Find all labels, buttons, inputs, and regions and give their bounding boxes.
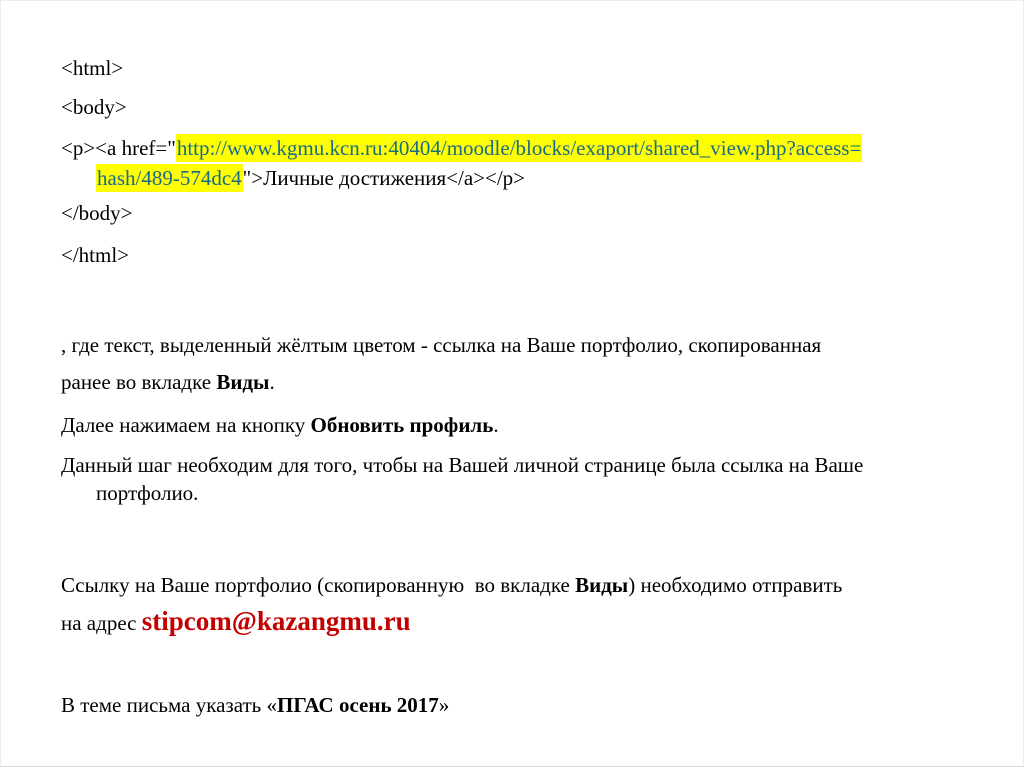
tab-name-vidy: Виды xyxy=(216,370,270,394)
body-text: портфолио. xyxy=(96,481,199,505)
code-line-body-close xyxy=(61,200,133,227)
para-subject xyxy=(61,692,449,719)
tab-name-vidy: Виды xyxy=(575,573,629,597)
code-text: <body> xyxy=(61,95,127,119)
portfolio-url-part1: http://www.kgmu.kcn.ru:40404/moodle/blocks/exaport/shared_view.php?access= xyxy=(176,136,862,160)
code-text: ">Личные достижения</a></p> xyxy=(242,166,526,190)
para-where-line2 xyxy=(61,369,275,396)
body-text: на адрес xyxy=(61,611,142,635)
body-text: ) необходимо отправить xyxy=(628,573,843,597)
code-text: </body> xyxy=(61,201,133,225)
code-line-anchor-open xyxy=(61,135,862,162)
email-subject: ПГАС осень 2017 xyxy=(277,693,439,717)
body-text: Далее нажимаем на кнопку xyxy=(61,413,311,437)
code-line-anchor-end xyxy=(96,165,525,192)
code-text: <p><a href=" xyxy=(61,136,176,160)
body-text: ранее во вкладке xyxy=(61,370,217,394)
code-text: <html> xyxy=(61,56,124,80)
code-line-body-open xyxy=(61,94,127,121)
body-text: В теме письма указать « xyxy=(61,693,277,717)
body-text: » xyxy=(438,693,450,717)
para-step-line2 xyxy=(96,480,198,507)
body-text: . xyxy=(493,413,499,437)
para-send-line1 xyxy=(61,572,842,599)
code-line-html-close xyxy=(61,242,129,269)
para-update-profile xyxy=(61,412,499,439)
para-where-line1 xyxy=(61,332,821,359)
body-text: . xyxy=(269,370,275,394)
para-send-line2 xyxy=(61,608,411,637)
code-text: </html> xyxy=(61,243,130,267)
body-text: Ссылку на Ваше портфолио (скопированную во вкладке xyxy=(61,573,576,597)
body-text: , где текст, выделенный жёлтым цветом - ссылка на Ваше портфолио, скопированная xyxy=(61,333,822,357)
para-step-line1 xyxy=(61,452,863,479)
portfolio-url-part2: hash/489-574dc4 xyxy=(97,166,242,190)
email-address: stipcom@kazangmu.ru xyxy=(141,606,411,636)
body-text: Данный шаг необходим для того, чтобы на Вашей личной странице была ссылка на Ваше xyxy=(61,453,864,477)
button-name-update-profile: Обновить профиль xyxy=(310,413,494,437)
code-line-html-open xyxy=(61,55,123,82)
